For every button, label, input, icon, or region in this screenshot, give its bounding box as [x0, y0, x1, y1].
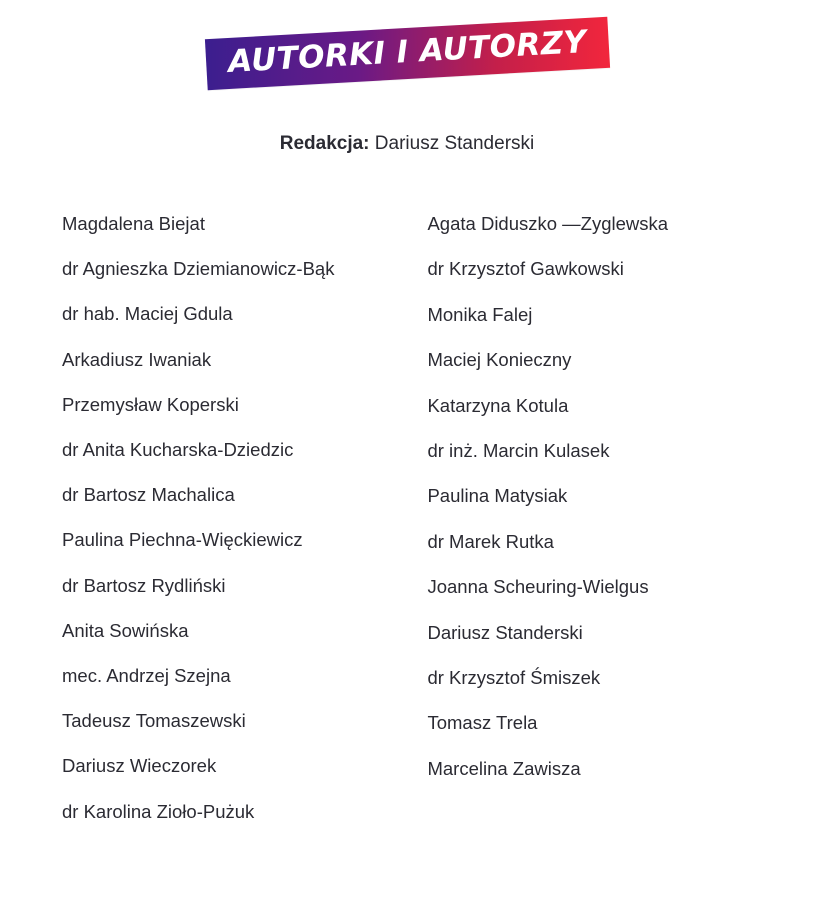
author-name: Agata Diduszko —Zyglewska: [427, 213, 669, 234]
author-name: Paulina Piechna-Więckiewicz: [62, 529, 303, 551]
author-name: dr Krzysztof Gawkowski: [427, 258, 624, 280]
author-name: Paulina Matysiak: [427, 485, 568, 507]
authors-columns: [0, 201, 814, 834]
author-name: Joanna Scheuring-Wielgus: [427, 576, 649, 598]
author-name: mec. Andrzej Szejna: [62, 665, 231, 687]
editor-name: Dariusz Standerski: [369, 133, 535, 154]
author-name: dr Anita Kucharska-Dziedzic: [62, 439, 294, 461]
author-name: Przemysław Koperski: [62, 393, 239, 415]
author-name: Anita Sowińska: [62, 619, 189, 641]
author-name: dr Bartosz Machalica: [62, 484, 235, 506]
title-banner: [205, 17, 610, 90]
author-name: dr Agnieszka Dziemianowicz-Bąk: [62, 258, 335, 280]
authors-column-right: [427, 201, 774, 834]
author-name: Monika Falej: [427, 303, 533, 325]
authors-column-left: [62, 201, 427, 834]
page-title: AUTORKI I AUTORZY: [226, 24, 587, 80]
editor-label: Redakcja:: [279, 133, 370, 154]
author-name: Magdalena Biejat: [62, 213, 205, 234]
author-name: dr hab. Maciej Gdula: [62, 303, 233, 325]
author-name: Tadeusz Tomaszewski: [62, 710, 246, 732]
editor-credit: [0, 133, 814, 155]
author-name: dr Marek Rutka: [427, 530, 554, 552]
author-name: Dariusz Wieczorek: [62, 755, 217, 777]
author-name: Tomasz Trela: [427, 712, 538, 734]
author-name: dr Bartosz Rydliński: [62, 574, 226, 596]
author-name: Arkadiusz Iwaniak: [62, 348, 212, 370]
author-name: Marcelina Zawisza: [427, 757, 581, 779]
author-name: Dariusz Standerski: [427, 621, 583, 643]
author-name: dr Krzysztof Śmiszek: [427, 667, 601, 689]
author-name: Katarzyna Kotula: [427, 394, 569, 416]
author-name: dr Karolina Zioło-Pużuk: [62, 800, 255, 822]
title-banner-container: [0, 24, 814, 80]
author-name: dr inż. Marcin Kulasek: [427, 440, 610, 462]
author-name: Maciej Konieczny: [427, 349, 572, 371]
